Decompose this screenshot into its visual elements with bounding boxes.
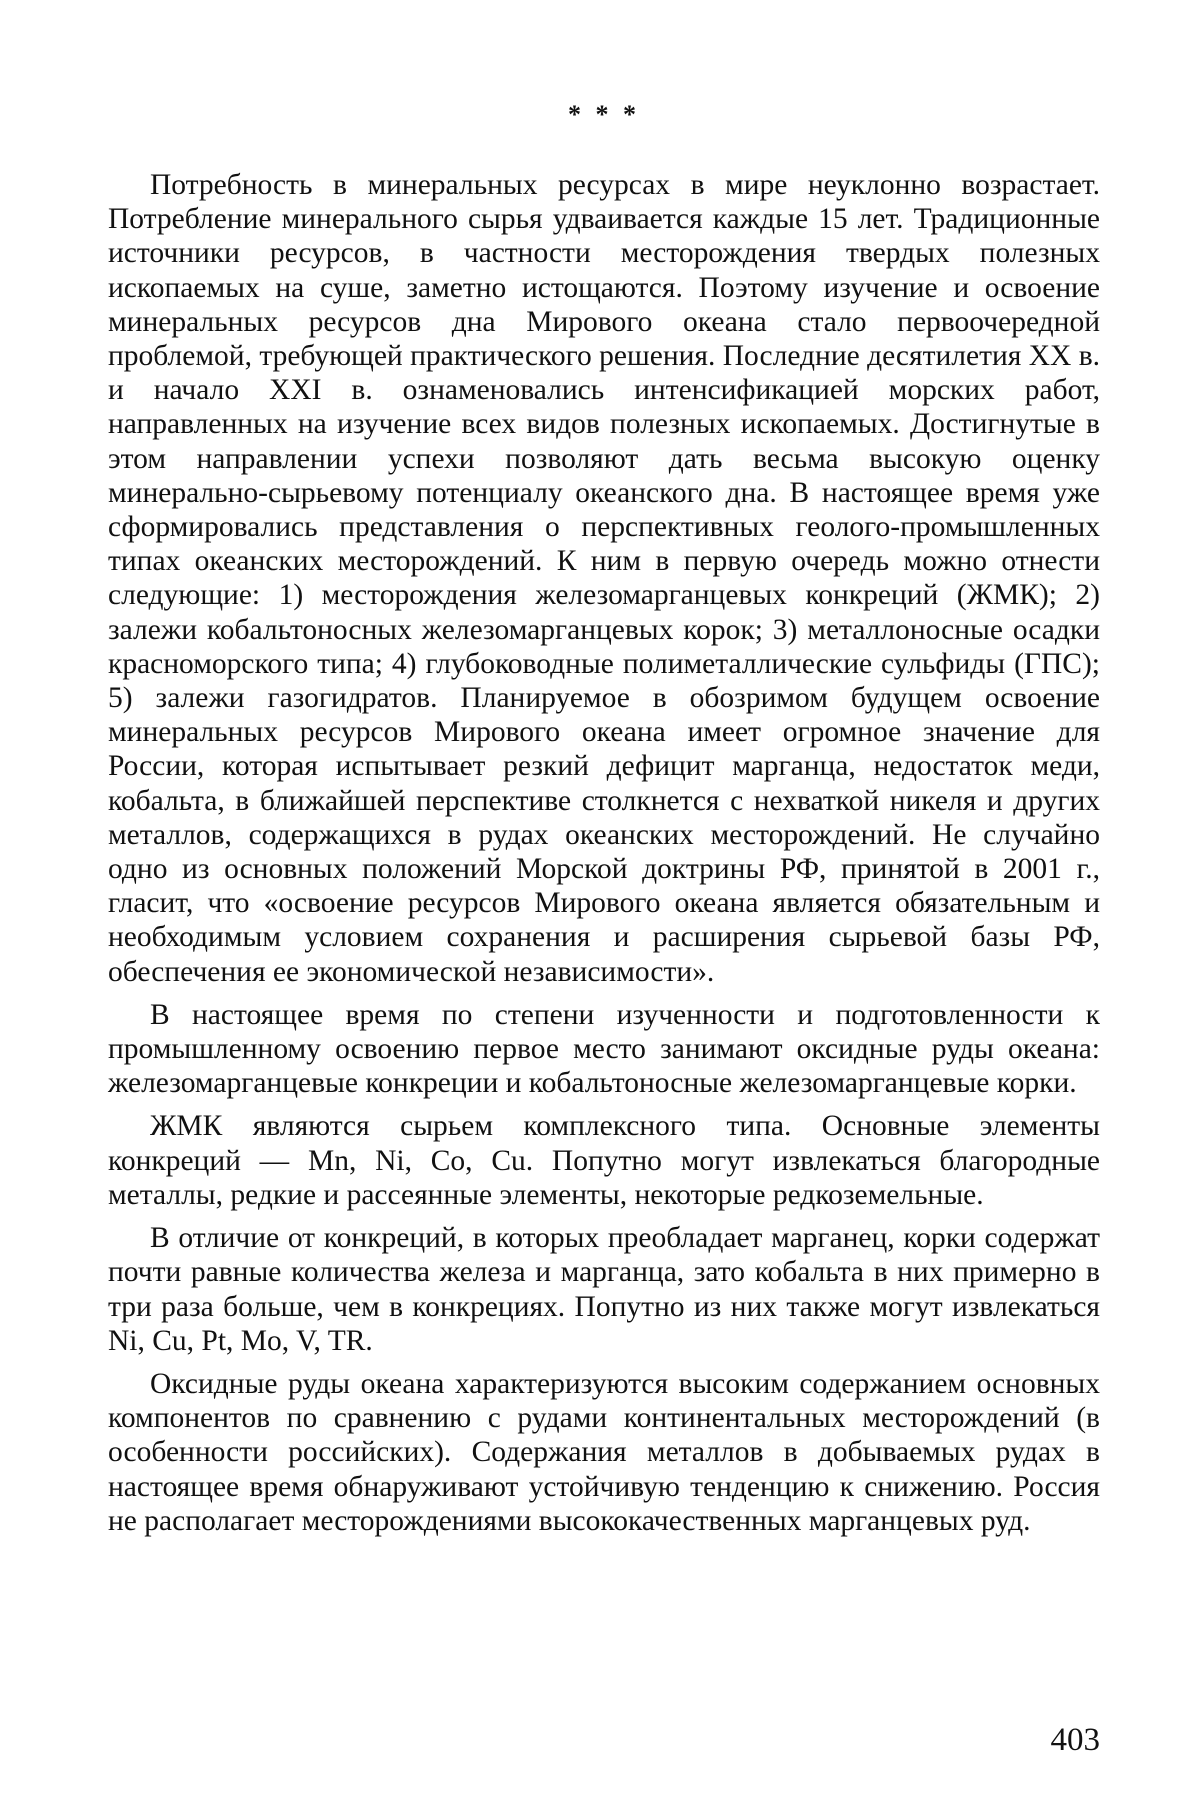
body-text [108, 168, 1100, 1547]
book-page [108, 0, 1100, 1805]
paragraph-5: Оксидные руды океана характеризуются высоким содержанием основных компонентов по сравнению с рудами континентальных месторождений (в особенности российских). Содержания металлов в добываемых рудах в настоящее время обнаруживают устойчивую тенденцию к снижению. Россия не располагает месторождениями высококачественных марганцевых руд. [108, 1367, 1100, 1537]
paragraph-1: Потребность в минеральных ресурсах в мире неуклонно возрастает. Потребление минерального сырья удваивается каждые 15 лет. Традиционные источники ресурсов, в частности месторождения твердых полезных ископаемых на суше, заметно истощаются. Поэтому изучение и освоение минеральных ресурсов дна Мирового океана стало первоочередной проблемой, требующей практического решения. Последние десятилетия XX в. и начало XXI в. ознаменовались интенсификацией морских работ, направленных на изучение всех видов полезных ископаемых. Достигнутые в этом направлении успехи позволяют дать весьма высокую оценку минерально-сырьевому потенциалу океанского дна. В настоящее время уже сформировались представления о перспективных геолого-промышленных типах океанских месторождений. К ним в первую очередь можно отнести следующие: 1) месторождения железомарганцевых конкреций (ЖМК); 2) залежи кобальтоносных железомарганцевых корок; 3) металлоносные осадки красноморского типа; 4) глубоководные полиметаллические сульфиды (ГПС); 5) залежи газогидратов. Планируемое в обозримом будущем освоение минеральных ресурсов Мирового океана имеет огромное значение для России, которая испытывает резкий дефицит марганца, недостаток меди, кобальта, в ближайшей перспективе столкнется с нехваткой никеля и других металлов, содержащихся в рудах океанских месторождений. Не случайно одно из основных положений Морской доктрины РФ, принятой в 2001 г., гласит, что «освоение ресурсов Мирового океана является обязательным и необходимым условием сохранения и расширения сырьевой базы РФ, обеспечения ее экономической независимости». [108, 169, 1100, 988]
paragraph-2: В настоящее время по степени изученности и подготовленности к промышленному освоению первое место занимают оксидные руды океана: железомарганцевые конкреции и кобальтоносные железомарганцевые корки. [108, 998, 1100, 1100]
page-number: 403 [1050, 1722, 1100, 1758]
paragraph-3: ЖМК являются сырьем комплексного типа. Основные элементы конкреций — Mn, Ni, Co, Cu. Попутно могут извлекаться благородные металлы, редкие и рассеянные элементы, некоторые редкоземельные. [108, 1110, 1100, 1211]
paragraph-4: В отличие от конкреций, в которых преобладает марганец, корки содержат почти равные количества железа и марганца, зато кобальта в них примерно в три раза больше, чем в конкрециях. Попутно из них также могут извлекаться Ni, Cu, Pt, Mo, V, TR. [108, 1222, 1100, 1357]
section-separator: * * * [568, 100, 640, 129]
